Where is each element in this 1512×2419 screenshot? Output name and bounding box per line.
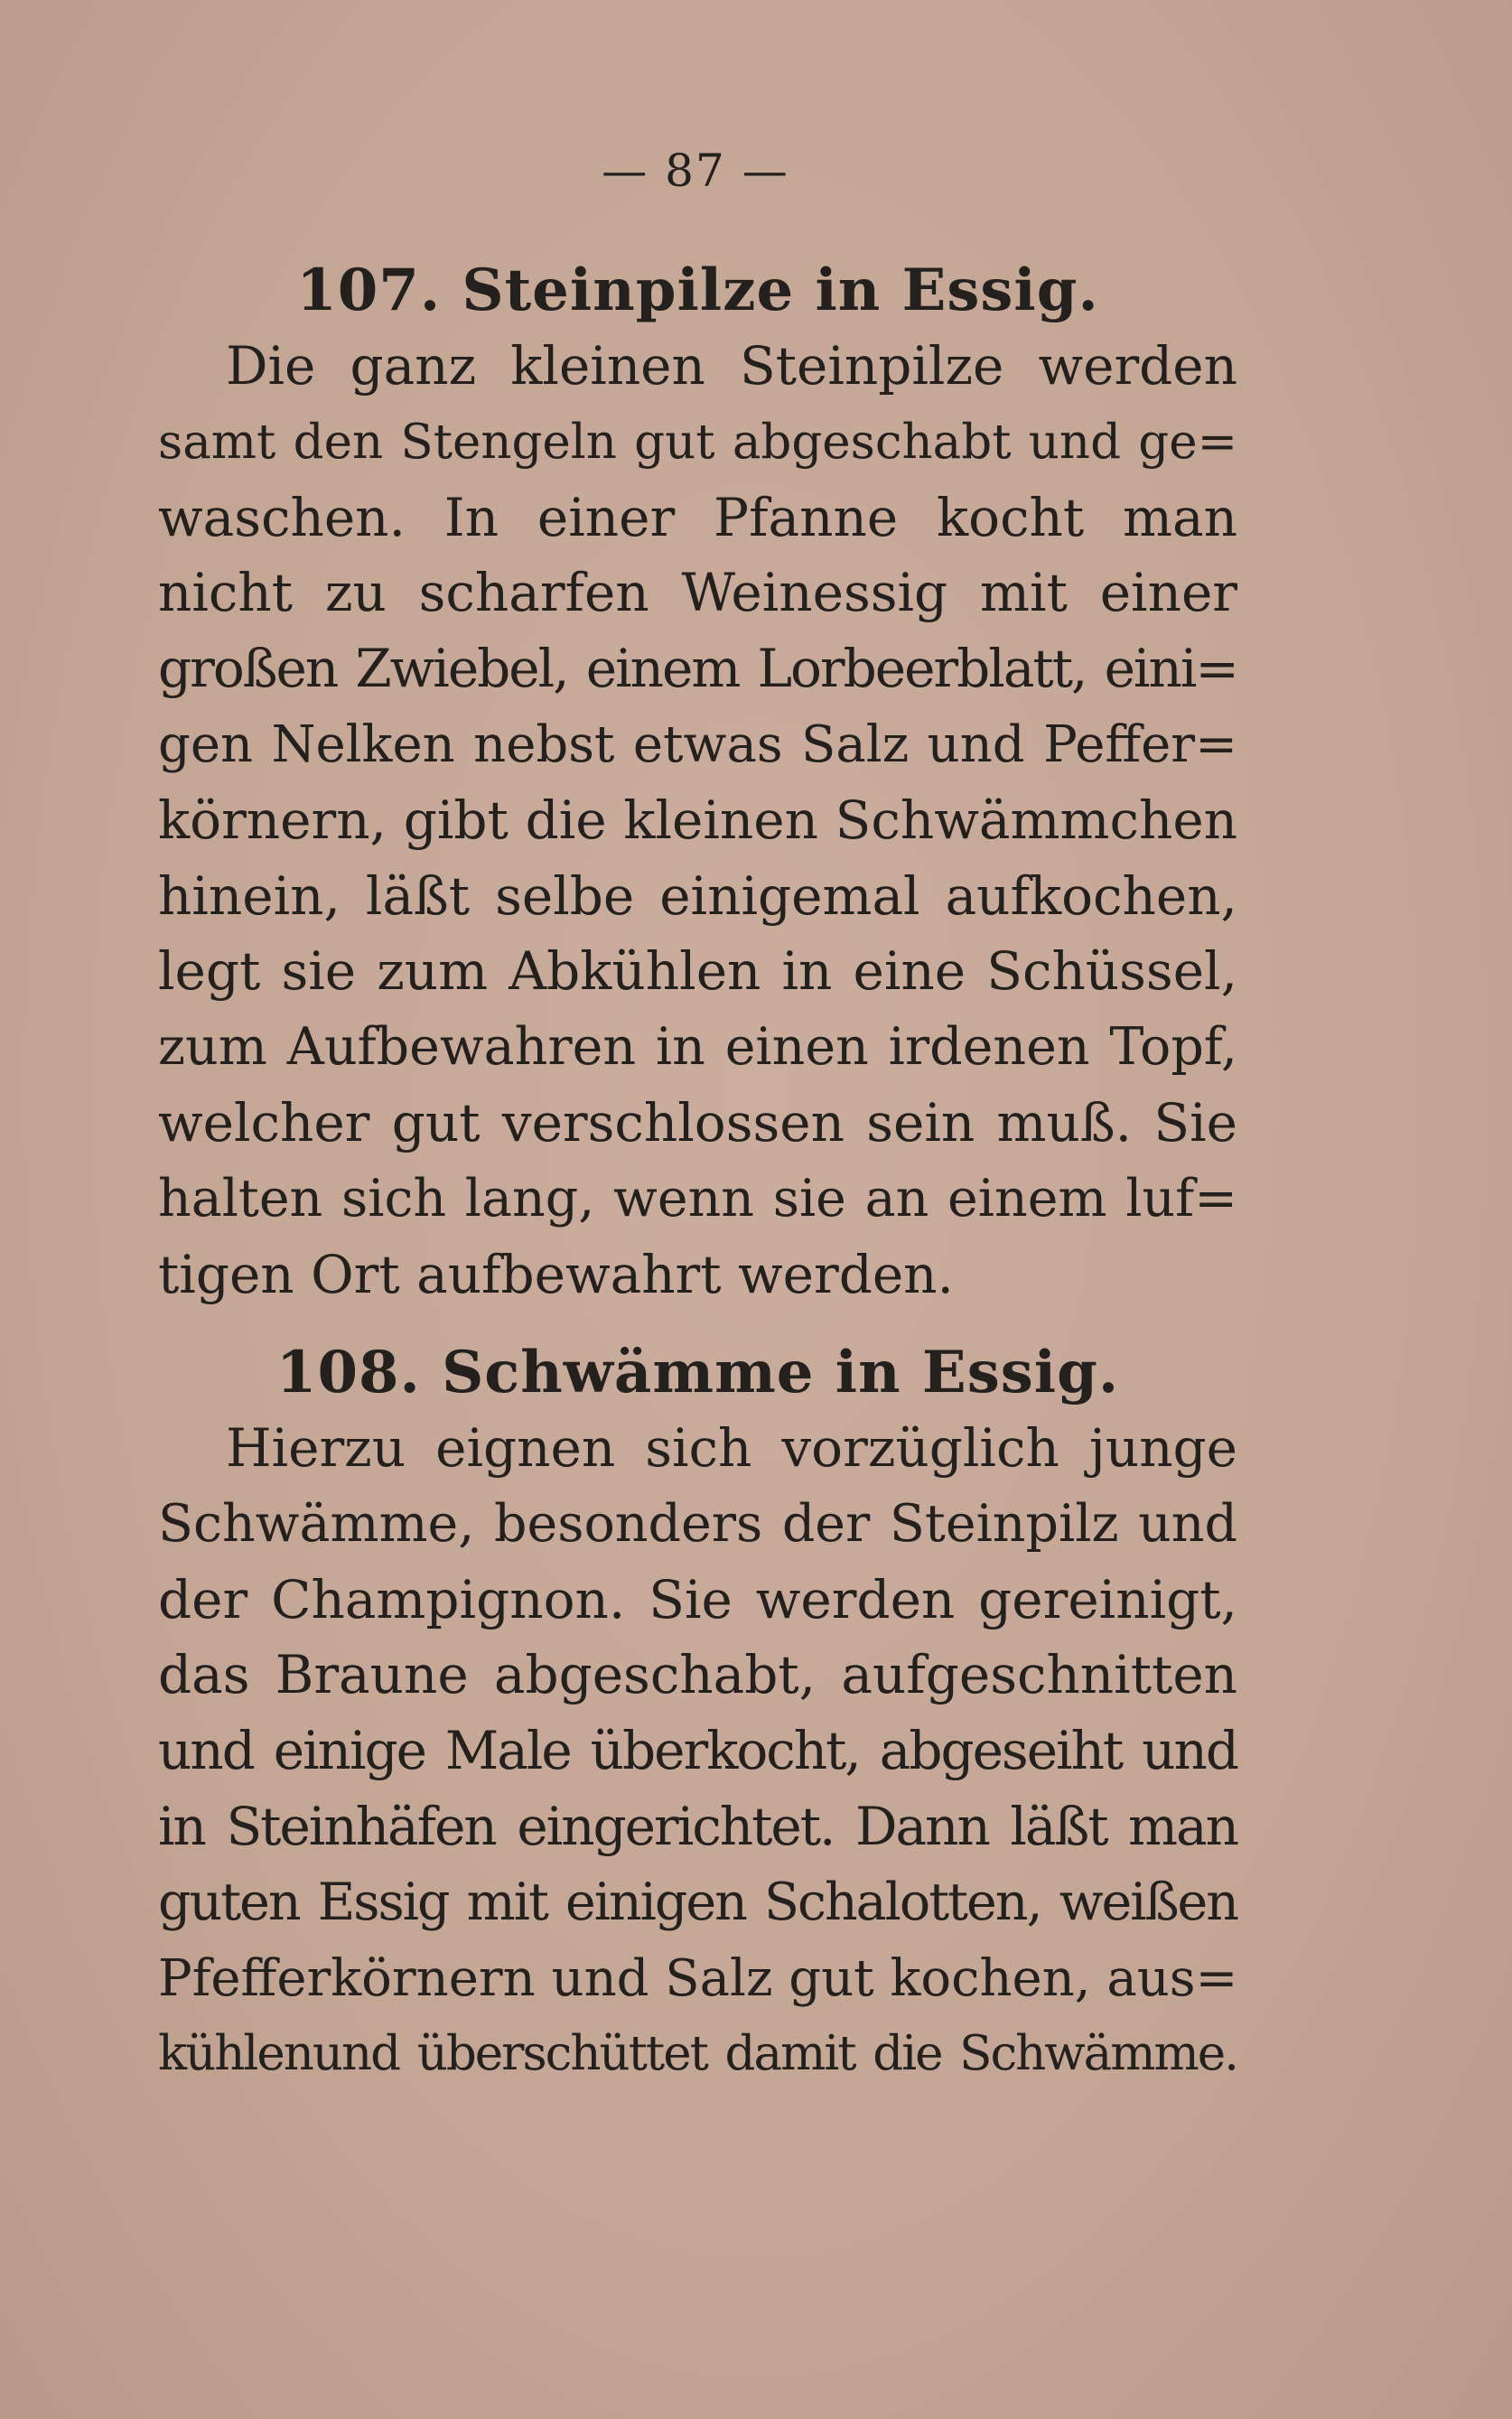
text-line: und einige Male überkocht, abgeseiht und (158, 1720, 1237, 1782)
text-line: guten Essig mit einigen Schalotten, weißen (158, 1872, 1237, 1932)
recipe-text-108 (158, 1411, 1237, 2092)
text-line: in Steinhäfen eingerichtet. Dann läßt man (158, 1795, 1237, 1857)
text-line: körnern, gibt die kleinen Schwämmchen (158, 789, 1237, 851)
recipe-title-107: 107. Steinpilze in Essig. (296, 257, 1099, 324)
text-line: hinein, läßt selbe einigemal aufkochen, (158, 864, 1237, 927)
text-line: nicht zu scharfen Weinessig mit einer (158, 562, 1237, 624)
recipe-section-108 (158, 1335, 1237, 2092)
text-line: Schwämme, besonders der Steinpilz und (158, 1493, 1237, 1554)
text-line: das Braune abgeschabt, aufgeschnitten (158, 1644, 1237, 1706)
text-line: welcher gut verschlossen sein muß. Sie (158, 1091, 1237, 1153)
page-number: — 87 — (602, 145, 789, 197)
text-line: Hierzu eignen sich vorzüglich junge (226, 1417, 1237, 1479)
text-line: legt sie zum Abkühlen in eine Schüssel, (158, 940, 1237, 1003)
text-line: halten sich lang, wenn sie an einem luf= (158, 1168, 1237, 1228)
text-line: samt den Stengeln gut abgeschabt und ge= (158, 414, 1237, 470)
recipe-section-107 (158, 253, 1237, 1312)
text-line: gen Nelken nebst etwas Salz und Peffer= (158, 714, 1237, 774)
recipe-text-107 (158, 329, 1237, 1312)
text-line: kühlenund überschüttet damit die Schwämme. (158, 2026, 1237, 2082)
recipe-title-108: 108. Schwämme in Essig. (275, 1339, 1120, 1406)
text-line: großen Zwiebel, einem Lorbeerblatt, eini= (158, 638, 1237, 700)
text-line: Pfefferkörnern und Salz gut kochen, aus= (158, 1948, 1238, 2008)
text-line: der Champignon. Sie werden gereinigt, (158, 1568, 1237, 1630)
text-line: waschen. In einer Pfanne kocht man (158, 486, 1237, 548)
text-line: zum Aufbewahren in einen irdenen Topf, (158, 1017, 1237, 1078)
text-line: Die ganz kleinen Steinpilze werden (226, 335, 1237, 397)
text-line: tigen Ort aufbewahrt werden. (158, 1243, 954, 1305)
